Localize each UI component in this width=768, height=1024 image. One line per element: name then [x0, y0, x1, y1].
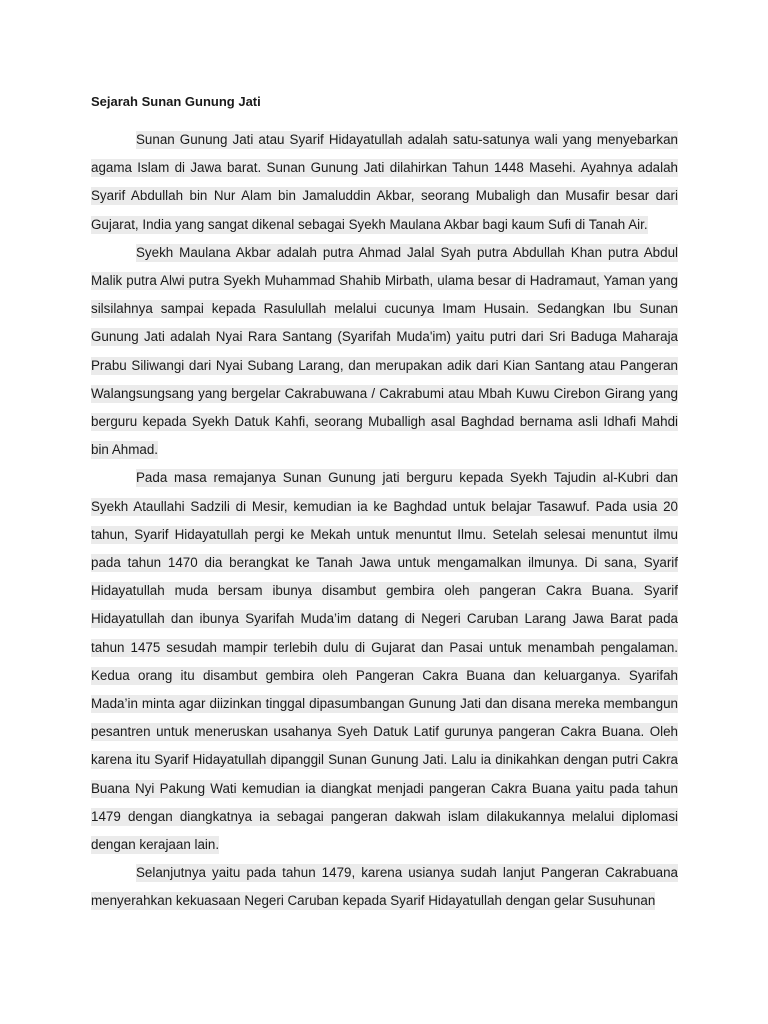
document-body	[91, 126, 678, 916]
paragraph-text: Syekh Maulana Akbar adalah putra Ahmad Jalal Syah putra Abdullah Khan putra Abdul Malik putra Alwi putra Syekh Muhammad Shahib Mirbath, ulama besar di Hadramaut, Yaman yang silsilahnya sampai kepada Rasulullah melalui cucunya Imam Husain. Sedangkan Ibu Sunan Gunung Jati adalah Nyai Rara Santang (Syarifah Muda'im) yaitu putri dari Sri Baduga Maharaja Prabu Siliwangi dari Nyai Subang Larang, dan merupakan adik dari Kian Santang atau Pangeran Walangsungsang yang bergelar Cakrabuwana / Cakrabumi atau Mbah Kuwu Cirebon Girang yang berguru kepada Syekh Datuk Kahfi, seorang Muballigh asal Baghdad bernama asli Idhafi Mahdi bin Ahmad.	[91, 244, 678, 458]
paragraph-text: Selanjutnya yaitu pada tahun 1479, karena usianya sudah lanjut Pangeran Cakrabuana menyerahkan kekuasaan Negeri Caruban kepada Syarif Hidayatullah dengan gelar Susuhunan	[91, 865, 678, 909]
paragraph-text: Pada masa remajanya Sunan Gunung jati berguru kepada Syekh Tajudin al-Kubri dan Syekh Ataullahi Sadzili di Mesir, kemudian ia ke Baghdad untuk belajar Tasawuf. Pada usia 20 tahun, Syarif Hidayatullah pergi ke Mekah untuk menuntut Ilmu. Setelah selesai menuntut ilmu pada tahun 1470 dia berangkat ke Tanah Jawa untuk mengamalkan ilmunya. Di sana, Syarif Hidayatullah muda bersam ibunya disambut gembira oleh pangeran Cakra Buana. Syarif Hidayatullah dan ibunya Syarifah Muda’im datang di Negeri Caruban Larang Jawa Barat pada tahun 1475 sesudah mampir terlebih dulu di Gujarat dan Pasai untuk menambah pengalaman. Kedua orang itu disambut gembira oleh Pangeran Cakra Buana dan keluarganya. Syarifah Mada’in minta agar diizinkan tinggal dipasumbangan Gunung Jati dan disana mereka membangun pesantren untuk meneruskan usahanya Syeh Datuk Latif gurunya pangeran Cakra Buana. Oleh karena itu Syarif Hidayatullah dipanggil Sunan Gunung Jati. Lalu ia dinikahkan dengan putri Cakra Buana Nyi Pakung Wati kemudian ia diangkat menjadi pangeran Cakra Buana yaitu pada tahun 1479 dengan diangkatnya ia sebagai pangeran dakwah islam dilakukannya melalui diplomasi dengan kerajaan lain.	[91, 470, 678, 853]
paragraph	[91, 126, 678, 239]
paragraph	[91, 239, 678, 465]
paragraph	[91, 464, 678, 859]
paragraph-text: Sunan Gunung Jati atau Syarif Hidayatullah adalah satu-satunya wali yang menyebarkan agama Islam di Jawa barat. Sunan Gunung Jati dilahirkan Tahun 1448 Masehi. Ayahnya adalah Syarif Abdullah bin Nur Alam bin Jamaluddin Akbar, seorang Mubaligh dan Musafir besar dari Gujarat, India yang sangat dikenal sebagai Syekh Maulana Akbar bagi kaum Sufi di Tanah Air.	[91, 132, 678, 232]
document-title: Sejarah Sunan Gunung Jati	[91, 94, 261, 109]
paragraph	[91, 859, 678, 915]
